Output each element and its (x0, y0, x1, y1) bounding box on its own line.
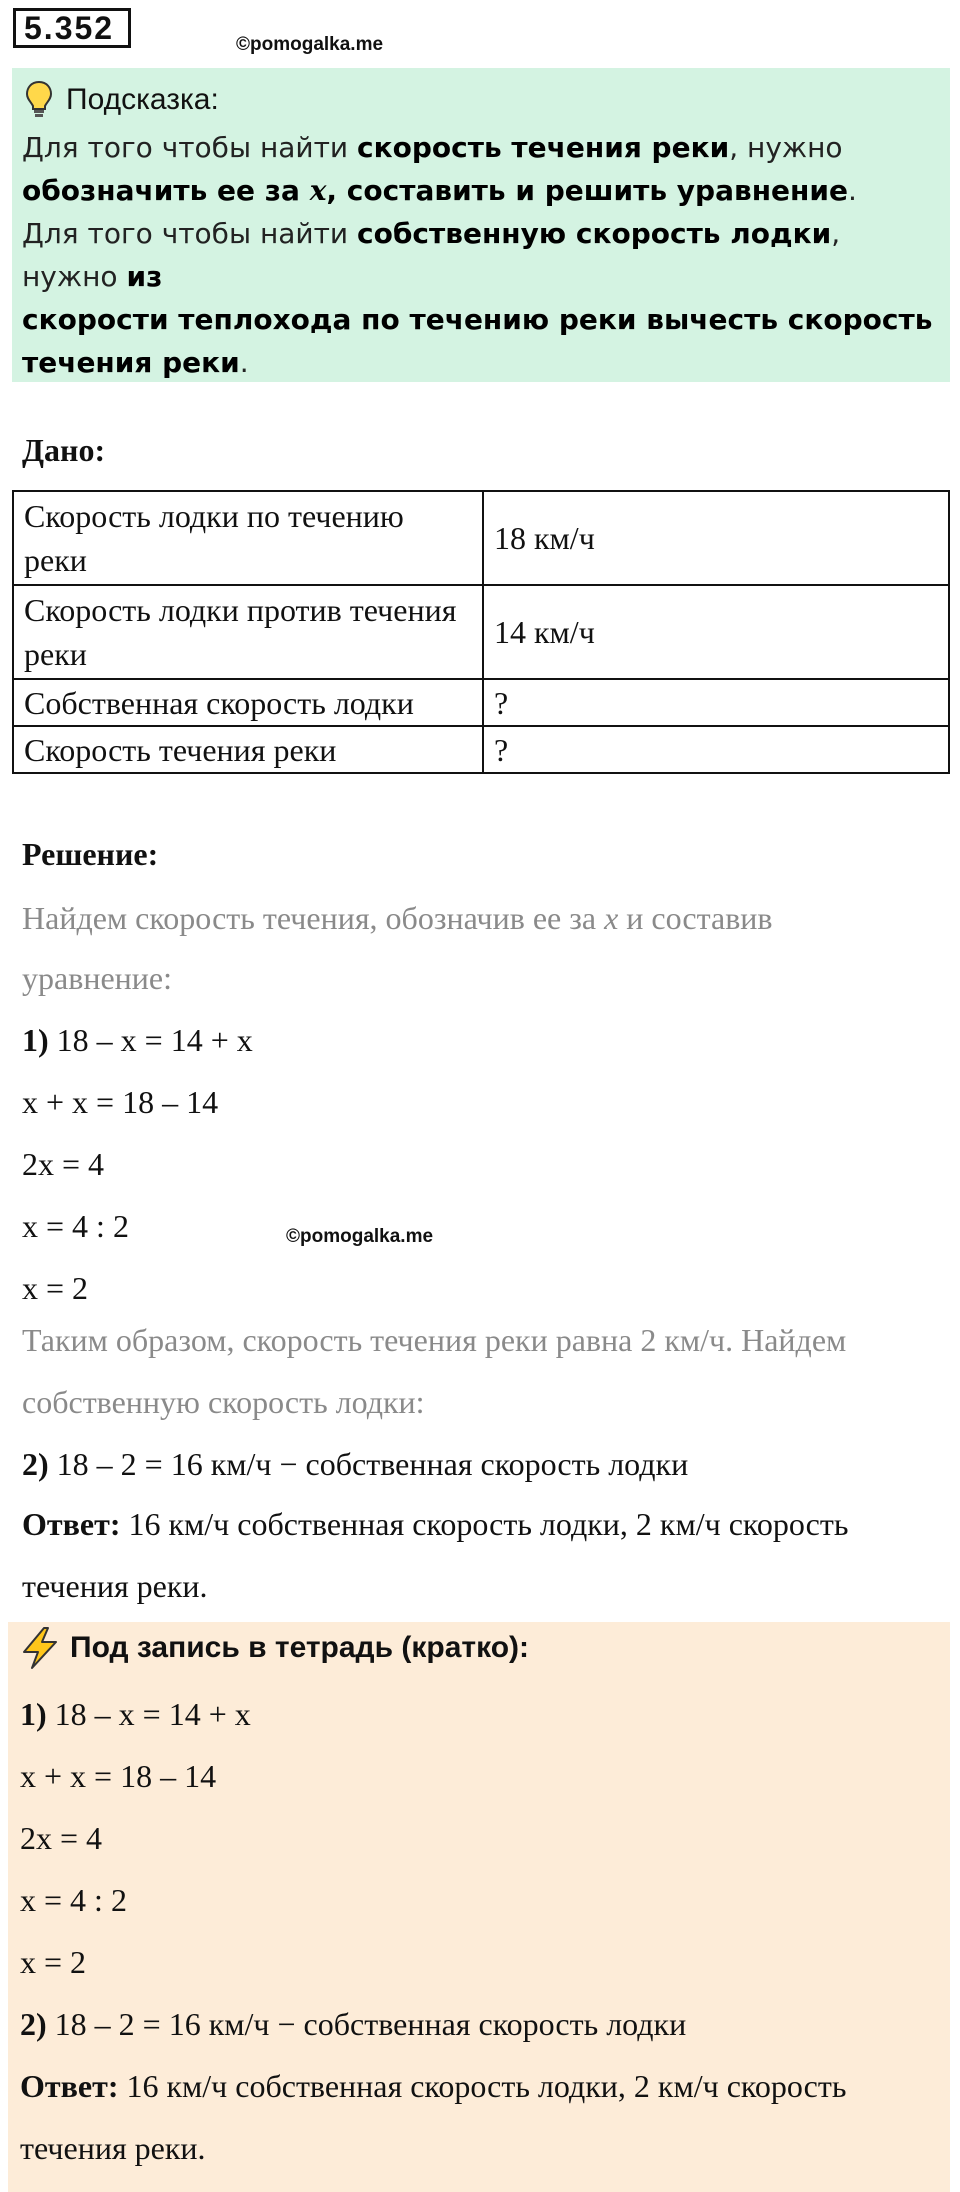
equation-line (22, 1442, 688, 1486)
answer-label: Ответ: (20, 2068, 119, 2104)
equation-text: 18 – 2 = 16 км/ч − собственная скорость лодки (56, 1446, 689, 1482)
hint-emph-span: течения реки (22, 346, 240, 379)
hint-emph-span: скорость течения реки (357, 131, 730, 164)
equation-line: 2x = 4 (22, 1146, 105, 1182)
table-row (13, 726, 949, 773)
hint-emph-span: скорости теплохода по течению реки вычесть скорость (22, 303, 933, 336)
solution-intro (22, 896, 773, 940)
answer-line-cont: течения реки. (20, 2130, 206, 2166)
table-cell-label: Скорость лодки против течения реки (13, 585, 483, 679)
answer-line (22, 1502, 848, 1546)
equation-text: 18 – x = 14 + x (54, 1696, 251, 1732)
hint-variable: x (309, 174, 327, 207)
step-number: 2) (20, 2006, 47, 2042)
table-cell-value: 18 км/ч (483, 491, 949, 585)
answer-label: Ответ: (22, 1506, 121, 1542)
equation-line: x = 4 : 2 (22, 1208, 129, 1244)
step-number: 1) (20, 1696, 47, 1732)
equation-line (20, 1692, 251, 1736)
table-cell-value: ? (483, 726, 949, 773)
hint-emph-span: обозначить ее за (22, 174, 310, 207)
solution-heading: Решение: (22, 836, 159, 872)
watermark-mid: ©pomogalka.me (286, 1226, 434, 1247)
hint-emph-span: из (126, 260, 163, 293)
answer-text: 16 км/ч собственная скорость лодки, 2 км/ч скорость (120, 1506, 849, 1542)
intro-text: Найдем скорость течения, обозначив ее за (22, 900, 605, 936)
hint-text-span: Для того чтобы найти (22, 131, 358, 164)
answer-line-cont: течения реки. (22, 1568, 208, 1604)
hint-title: Подсказка: (66, 83, 219, 116)
given-heading: Дано: (22, 432, 106, 468)
equation-line: x = 2 (22, 1270, 89, 1306)
hint-text-span: , нужно (729, 131, 843, 164)
table-cell-label: Собственная скорость лодки (13, 679, 483, 726)
hint-text-span: Для того чтобы найти (22, 217, 358, 250)
equation-line: x + x = 18 – 14 (20, 1758, 217, 1794)
equation-line: 2x = 4 (20, 1820, 103, 1856)
solution-mid-text: собственную скорость лодки: (22, 1384, 425, 1420)
table-row (13, 585, 949, 679)
equation-text: 18 – x = 14 + x (56, 1022, 253, 1058)
intro-text: и составив (618, 900, 773, 936)
equation-line: x = 4 : 2 (20, 1882, 127, 1918)
hint-emph-span: , составить и решить уравнение (326, 174, 849, 207)
step-number: 2) (22, 1446, 49, 1482)
equation-text: 18 – 2 = 16 км/ч − собственная скорость лодки (54, 2006, 687, 2042)
table-row (13, 679, 949, 726)
answer-line (20, 2064, 846, 2108)
equation-line (20, 2002, 686, 2046)
notebook-title: Под запись в тетрадь (кратко): (70, 1631, 530, 1664)
hint-emph-span: собственную скорость лодки (357, 217, 832, 250)
answer-text: 16 км/ч собственная скорость лодки, 2 км/ч скорость (118, 2068, 847, 2104)
table-cell-label: Скорость течения реки (13, 726, 483, 773)
table-row (13, 491, 949, 585)
equation-line: x = 2 (20, 1944, 87, 1980)
step-number: 1) (22, 1022, 49, 1058)
hint-text (22, 126, 942, 384)
table-cell-label: Скорость лодки по течению реки (13, 491, 483, 585)
table-cell-value: ? (483, 679, 949, 726)
watermark-top: ©pomogalka.me (236, 34, 384, 55)
lightbulb-icon (24, 80, 54, 118)
given-table (12, 490, 950, 774)
equation-line (22, 1018, 253, 1062)
solution-mid-text: Таким образом, скорость течения реки равна 2 км/ч. Найдем (22, 1322, 847, 1358)
task-number: 5.352 (13, 8, 131, 48)
lightning-icon (18, 1626, 62, 1670)
intro-variable: x (604, 900, 619, 936)
solution-intro-cont: уравнение: (22, 960, 172, 996)
table-cell-value: 14 км/ч (483, 585, 949, 679)
equation-line: x + x = 18 – 14 (22, 1084, 219, 1120)
hint-text-span: . (239, 346, 249, 379)
hint-text-span: . (848, 174, 857, 207)
hint-text-span: , нужно (22, 217, 841, 293)
